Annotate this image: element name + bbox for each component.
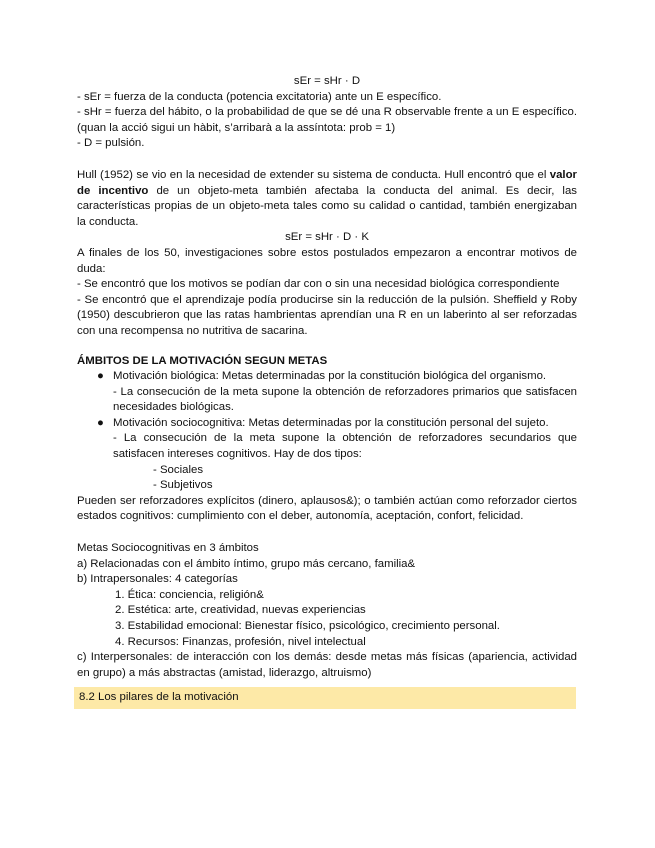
section-heading: ÁMBITOS DE LA MOTIVACIÓN SEGUN METAS <box>77 354 328 367</box>
type-social: - Sociales <box>153 463 204 476</box>
definition-shr: - sHr = fuerza del hábito, o la probabilidad de que se dé una R observable frente a un E específico. (quan la acció sigui un hàbit, s’arribarà a la assíntota: prob = 1) <box>77 106 577 134</box>
bio-sub: - La consecución de la meta supone la obtención de reforzadores primarios que satisfacen necesidades biológicas. <box>113 385 577 414</box>
bio-bullet: ● Motivación biológica: Metas determinadas por la constitución biológica del organismo. <box>77 369 577 385</box>
type-subjective: - Subjetivos <box>153 479 213 492</box>
document-page <box>77 74 577 709</box>
item-a: a) Relacionadas con el ámbito íntimo, grupo más cercano, familia& <box>77 557 416 570</box>
item-b: b) Intrapersonales: 4 categorías <box>77 573 238 586</box>
item-c: c) Interpersonales: de interacción con los demás: desde metas más físicas (apariencia, actividad en grupo) a más abstractas (amistad, liderazgo, altruismo) <box>77 651 577 679</box>
late-50s-paragraph: A finales de los 50, investigaciones sobre estos postulados empezaron a encontrar motivos de duda: <box>77 246 577 275</box>
reinforcers-paragraph: Pueden ser reforzadores explícitos (dinero, aplausos&); o también actúan como reforzador ciertos estados cognitivos: cumplimiento con el deber, autonomía, aceptación, confort, felicidad. <box>77 494 577 523</box>
metas-title: Metas Sociocognitivas en 3 ámbitos <box>77 542 259 555</box>
hull-paragraph: Hull (1952) se vio en la necesidad de extender su sistema de conducta. Hull encontró que el valor de incentivo de un objeto-meta también afectaba la conducta del animal. Es decir, las características propias de un objeto-meta tales como su calidad o cantidad, también energizaban la conducta. <box>77 168 577 228</box>
formula-2: sEr = sHr · D · K <box>285 231 369 244</box>
category-1: 1. Ética: conciencia, religión& <box>115 588 264 601</box>
incentive-bold: valor de incentivo <box>77 168 577 197</box>
section-8-2-highlight <box>74 687 576 709</box>
bullet-glyph: ● <box>97 416 104 429</box>
doubt-1: - Se encontró que los motivos se podían dar con o sin una necesidad biológica correspondiente <box>77 278 560 291</box>
category-4: 4. Recursos: Finanzas, profesión, nivel intelectual <box>115 635 366 648</box>
category-3: 3. Estabilidad emocional: Bienestar físico, psicológico, crecimiento personal. <box>115 620 500 632</box>
definition-d: - D = pulsión. <box>77 137 145 150</box>
definition-ser: - sEr = fuerza de la conducta (potencia excitatoria) ante un E específico. <box>77 90 442 103</box>
bullet-glyph: ● <box>97 370 104 383</box>
socio-bullet: ● Motivación sociocognitiva: Metas determinadas por la constitución personal del sujeto. <box>77 416 577 432</box>
category-2: 2. Estética: arte, creatividad, nuevas experiencias <box>115 604 366 617</box>
section-8-2-title: 8.2 Los pilares de la motivación <box>79 691 239 704</box>
formula-1: sEr = sHr · D <box>293 75 361 87</box>
socio-sub: - La consecución de la meta supone la obtención de reforzadores secundarios que satisfacen intereses cognitivos. Hay de dos tipos: <box>113 432 577 461</box>
doubt-2: - Se encontró que el aprendizaje podía producirse sin la reducción de la pulsión. Sheffield y Roby (1950) descubrieron que las ratas hambrientas aprendían una R en un laberinto al ser reforzadas con una recompensa no nutritiva de sacarina. <box>77 293 577 337</box>
